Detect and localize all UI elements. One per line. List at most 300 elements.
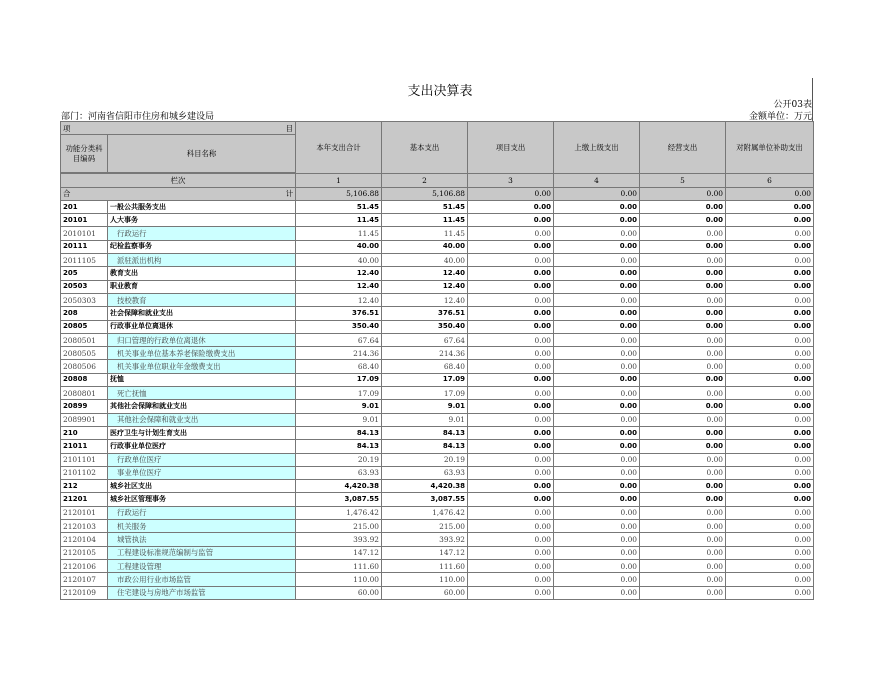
row-code: 20805 <box>61 320 108 333</box>
row-value: 0.00 <box>640 293 726 306</box>
row-name: 行政运行 <box>108 227 296 240</box>
row-value: 0.00 <box>726 347 814 360</box>
row-code: 2080501 <box>61 333 108 346</box>
row-code: 210 <box>61 426 108 439</box>
row-value: 0.00 <box>640 333 726 346</box>
row-value: 17.09 <box>296 387 382 400</box>
row-value: 40.00 <box>296 240 382 253</box>
row-value: 0.00 <box>468 573 554 586</box>
row-value: 0.00 <box>468 360 554 373</box>
row-value: 12.40 <box>296 267 382 280</box>
col-number: 5 <box>640 174 726 187</box>
expenditure-table <box>60 121 814 600</box>
row-value: 111.60 <box>382 559 468 572</box>
row-code: 20111 <box>61 240 108 253</box>
col-number: 6 <box>726 174 814 187</box>
row-value: 0.00 <box>726 387 814 400</box>
row-name: 其他社会保障和就业支出 <box>108 400 296 413</box>
row-code: 20808 <box>61 373 108 386</box>
row-code: 2120103 <box>61 520 108 533</box>
row-name: 住宅建设与房地产市场监管 <box>108 586 296 599</box>
row-value: 9.01 <box>296 413 382 426</box>
row-value: 17.09 <box>296 373 382 386</box>
col-header: 上缴上级支出 <box>554 122 640 174</box>
col-header: 对附属单位补助支出 <box>726 122 814 174</box>
row-value: 0.00 <box>554 387 640 400</box>
row-name: 工程建设标准规范编制与监管 <box>108 546 296 559</box>
table-row <box>61 214 814 227</box>
row-value: 0.00 <box>468 387 554 400</box>
row-value: 20.19 <box>296 453 382 466</box>
row-value: 60.00 <box>382 586 468 599</box>
row-code: 20101 <box>61 214 108 227</box>
row-code: 2120107 <box>61 573 108 586</box>
row-code: 2011105 <box>61 254 108 267</box>
row-value: 0.00 <box>554 320 640 333</box>
row-value: 0.00 <box>726 426 814 439</box>
row-value: 0.00 <box>468 466 554 479</box>
total-label <box>61 187 296 200</box>
row-name: 事业单位医疗 <box>108 466 296 479</box>
row-value: 0.00 <box>640 413 726 426</box>
row-value: 3,087.55 <box>296 493 382 506</box>
row-value: 51.45 <box>382 200 468 213</box>
row-value: 0.00 <box>468 254 554 267</box>
table-row <box>61 293 814 306</box>
table-row <box>61 453 814 466</box>
row-value: 0.00 <box>554 586 640 599</box>
row-name: 城管执法 <box>108 533 296 546</box>
row-value: 0.00 <box>640 520 726 533</box>
row-value: 0.00 <box>726 214 814 227</box>
row-name: 技校教育 <box>108 293 296 306</box>
row-name: 行政单位医疗 <box>108 453 296 466</box>
row-value: 0.00 <box>468 413 554 426</box>
row-value: 0.00 <box>726 520 814 533</box>
row-value: 20.19 <box>382 453 468 466</box>
row-value: 9.01 <box>296 400 382 413</box>
row-code: 208 <box>61 307 108 320</box>
row-value: 11.45 <box>296 227 382 240</box>
row-value: 12.40 <box>382 293 468 306</box>
row-value: 0.00 <box>640 307 726 320</box>
header-row-lanci <box>61 174 814 187</box>
row-value: 350.40 <box>296 320 382 333</box>
table-row <box>61 307 814 320</box>
row-value: 111.60 <box>296 559 382 572</box>
row-value: 0.00 <box>726 573 814 586</box>
row-name: 归口管理的行政单位离退休 <box>108 333 296 346</box>
row-code: 2050303 <box>61 293 108 306</box>
row-value: 0.00 <box>726 240 814 253</box>
row-value: 11.45 <box>296 214 382 227</box>
lanci-label: 栏次 <box>61 174 296 187</box>
row-code: 205 <box>61 267 108 280</box>
row-value: 84.13 <box>296 426 382 439</box>
table-row <box>61 200 814 213</box>
row-name: 派驻派出机构 <box>108 254 296 267</box>
row-value: 0.00 <box>468 333 554 346</box>
row-code: 2080506 <box>61 360 108 373</box>
row-name: 市政公用行业市场监管 <box>108 573 296 586</box>
row-value: 0.00 <box>726 480 814 493</box>
col-number: 4 <box>554 174 640 187</box>
row-name: 机关事业单位职业年金缴费支出 <box>108 360 296 373</box>
row-value: 0.00 <box>468 506 554 519</box>
row-value: 0.00 <box>726 320 814 333</box>
table-row <box>61 440 814 453</box>
row-value: 0.00 <box>640 267 726 280</box>
row-value: 0.00 <box>468 280 554 293</box>
table-row <box>61 227 814 240</box>
row-value: 3,087.55 <box>382 493 468 506</box>
row-value: 0.00 <box>468 214 554 227</box>
row-value: 0.00 <box>726 307 814 320</box>
row-value: 0.00 <box>726 440 814 453</box>
row-value: 0.00 <box>726 254 814 267</box>
row-name: 抚恤 <box>108 373 296 386</box>
row-value: 0.00 <box>468 493 554 506</box>
row-value: 0.00 <box>726 453 814 466</box>
row-value: 0.00 <box>640 347 726 360</box>
row-code: 2120104 <box>61 533 108 546</box>
row-value: 0.00 <box>468 200 554 213</box>
row-value: 0.00 <box>726 546 814 559</box>
row-name: 其他社会保障和就业支出 <box>108 413 296 426</box>
col-header: 经营支出 <box>640 122 726 174</box>
row-value: 0.00 <box>554 440 640 453</box>
row-code: 2080505 <box>61 347 108 360</box>
table-row <box>61 254 814 267</box>
row-code: 2010101 <box>61 227 108 240</box>
row-value: 147.12 <box>296 546 382 559</box>
table-row <box>61 400 814 413</box>
row-value: 40.00 <box>382 254 468 267</box>
table-row <box>61 466 814 479</box>
table-row <box>61 559 814 572</box>
row-value: 68.40 <box>382 360 468 373</box>
col-number: 3 <box>468 174 554 187</box>
row-value: 0.00 <box>554 400 640 413</box>
row-value: 0.00 <box>640 546 726 559</box>
row-value: 0.00 <box>640 254 726 267</box>
row-name: 医疗卫生与计划生育支出 <box>108 426 296 439</box>
col-number: 2 <box>382 174 468 187</box>
row-value: 0.00 <box>640 360 726 373</box>
row-name: 行政事业单位离退休 <box>108 320 296 333</box>
table-row <box>61 413 814 426</box>
row-name: 死亡抚恤 <box>108 387 296 400</box>
row-value: 0.00 <box>640 453 726 466</box>
row-value: 0.00 <box>640 586 726 599</box>
row-value: 40.00 <box>382 240 468 253</box>
row-value: 0.00 <box>468 293 554 306</box>
row-value: 0.00 <box>726 333 814 346</box>
row-value: 0.00 <box>726 360 814 373</box>
table-row <box>61 533 814 546</box>
row-code: 212 <box>61 480 108 493</box>
row-value: 12.40 <box>382 280 468 293</box>
table-row <box>61 360 814 373</box>
row-value: 0.00 <box>726 280 814 293</box>
table-row <box>61 267 814 280</box>
table-row <box>61 586 814 599</box>
row-value: 11.45 <box>382 214 468 227</box>
row-value: 0.00 <box>726 506 814 519</box>
row-value: 0.00 <box>554 573 640 586</box>
row-value: 0.00 <box>726 400 814 413</box>
row-value: 4,420.38 <box>296 480 382 493</box>
row-value: 110.00 <box>382 573 468 586</box>
row-name: 一般公共服务支出 <box>108 200 296 213</box>
page-title: 支出决算表 <box>407 84 473 99</box>
row-value: 0.00 <box>554 453 640 466</box>
row-value: 0.00 <box>468 559 554 572</box>
row-value: 0.00 <box>726 373 814 386</box>
row-name: 城乡社区管理事务 <box>108 493 296 506</box>
table-row <box>61 347 814 360</box>
row-value: 0.00 <box>468 453 554 466</box>
col-number: 1 <box>296 174 382 187</box>
row-code: 2120106 <box>61 559 108 572</box>
row-value: 0.00 <box>640 426 726 439</box>
row-value: 0.00 <box>554 280 640 293</box>
mu-label: 目 <box>285 123 293 133</box>
col-header: 基本支出 <box>382 122 468 174</box>
table-row <box>61 546 814 559</box>
row-value: 147.12 <box>382 546 468 559</box>
row-value: 0.00 <box>554 347 640 360</box>
row-value: 0.00 <box>468 240 554 253</box>
row-value: 0.00 <box>726 200 814 213</box>
row-value: 0.00 <box>554 267 640 280</box>
row-value: 0.00 <box>554 214 640 227</box>
row-name: 机关事业单位基本养老保险缴费支出 <box>108 347 296 360</box>
total-value: 5,106.88 <box>296 187 382 200</box>
row-value: 215.00 <box>382 520 468 533</box>
col-header: 项目支出 <box>468 122 554 174</box>
row-value: 12.40 <box>382 267 468 280</box>
row-value: 0.00 <box>554 466 640 479</box>
row-value: 393.92 <box>382 533 468 546</box>
row-value: 0.00 <box>554 546 640 559</box>
row-value: 63.93 <box>382 466 468 479</box>
row-value: 84.13 <box>382 440 468 453</box>
row-value: 110.00 <box>296 573 382 586</box>
row-value: 0.00 <box>554 240 640 253</box>
row-code: 2120109 <box>61 586 108 599</box>
table-row <box>61 520 814 533</box>
total-value: 5,106.88 <box>382 187 468 200</box>
row-value: 0.00 <box>640 400 726 413</box>
row-name: 社会保障和就业支出 <box>108 307 296 320</box>
row-value: 1,476.42 <box>296 506 382 519</box>
row-value: 84.13 <box>296 440 382 453</box>
row-value: 0.00 <box>468 307 554 320</box>
row-value: 1,476.42 <box>382 506 468 519</box>
row-value: 4,420.38 <box>382 480 468 493</box>
row-value: 0.00 <box>726 559 814 572</box>
row-value: 9.01 <box>382 400 468 413</box>
row-value: 9.01 <box>382 413 468 426</box>
row-value: 0.00 <box>640 573 726 586</box>
row-value: 60.00 <box>296 586 382 599</box>
row-value: 0.00 <box>640 493 726 506</box>
row-value: 0.00 <box>726 493 814 506</box>
row-code: 21201 <box>61 493 108 506</box>
row-value: 0.00 <box>726 413 814 426</box>
row-value: 0.00 <box>554 480 640 493</box>
row-value: 17.09 <box>382 387 468 400</box>
table-row <box>61 320 814 333</box>
row-value: 0.00 <box>726 533 814 546</box>
row-name: 工程建设管理 <box>108 559 296 572</box>
total-he: 合 <box>63 189 71 199</box>
row-value: 0.00 <box>468 426 554 439</box>
total-ji: 计 <box>285 189 293 199</box>
row-value: 0.00 <box>554 559 640 572</box>
row-value: 0.00 <box>554 493 640 506</box>
row-name: 行政运行 <box>108 506 296 519</box>
row-value: 0.00 <box>554 360 640 373</box>
row-value: 0.00 <box>554 307 640 320</box>
row-value: 350.40 <box>382 320 468 333</box>
row-value: 0.00 <box>468 520 554 533</box>
row-value: 0.00 <box>468 480 554 493</box>
table-row <box>61 426 814 439</box>
row-value: 0.00 <box>640 373 726 386</box>
row-value: 63.93 <box>296 466 382 479</box>
row-name: 城乡社区支出 <box>108 480 296 493</box>
row-code: 20899 <box>61 400 108 413</box>
row-value: 0.00 <box>726 466 814 479</box>
row-value: 0.00 <box>468 267 554 280</box>
table-row <box>61 240 814 253</box>
row-value: 40.00 <box>296 254 382 267</box>
row-code: 2089901 <box>61 413 108 426</box>
row-name: 职业教育 <box>108 280 296 293</box>
row-value: 17.09 <box>382 373 468 386</box>
row-value: 51.45 <box>296 200 382 213</box>
xiangmu-cell <box>61 122 296 135</box>
row-value: 0.00 <box>468 347 554 360</box>
row-value: 0.00 <box>554 254 640 267</box>
row-value: 0.00 <box>640 214 726 227</box>
row-value: 84.13 <box>382 426 468 439</box>
header-row-xiangmu <box>61 122 814 135</box>
row-code: 2101101 <box>61 453 108 466</box>
row-value: 67.64 <box>382 333 468 346</box>
total-value: 0.00 <box>468 187 554 200</box>
row-value: 0.00 <box>726 586 814 599</box>
table-row <box>61 493 814 506</box>
row-name: 教育支出 <box>108 267 296 280</box>
row-value: 0.00 <box>640 240 726 253</box>
row-name: 行政事业单位医疗 <box>108 440 296 453</box>
row-code: 20503 <box>61 280 108 293</box>
row-value: 0.00 <box>554 227 640 240</box>
total-value: 0.00 <box>554 187 640 200</box>
subject-name-header: 科目名称 <box>108 135 296 173</box>
row-value: 0.00 <box>554 333 640 346</box>
row-code: 21011 <box>61 440 108 453</box>
row-value: 0.00 <box>468 586 554 599</box>
row-value: 0.00 <box>554 373 640 386</box>
row-name: 人大事务 <box>108 214 296 227</box>
row-value: 214.36 <box>382 347 468 360</box>
row-value: 0.00 <box>554 520 640 533</box>
table-row <box>61 333 814 346</box>
row-code: 2120101 <box>61 506 108 519</box>
func-code-header: 功能分类科目编码 <box>61 135 108 173</box>
row-value: 0.00 <box>554 533 640 546</box>
row-value: 0.00 <box>640 559 726 572</box>
row-code: 2080801 <box>61 387 108 400</box>
table-row <box>61 480 814 493</box>
total-row <box>61 187 814 200</box>
row-value: 0.00 <box>726 267 814 280</box>
row-value: 376.51 <box>296 307 382 320</box>
row-value: 0.00 <box>640 440 726 453</box>
row-value: 0.00 <box>468 320 554 333</box>
row-value: 0.00 <box>468 533 554 546</box>
row-code: 201 <box>61 200 108 213</box>
col-header: 本年支出合计 <box>296 122 382 174</box>
row-value: 0.00 <box>640 320 726 333</box>
row-value: 0.00 <box>468 400 554 413</box>
row-value: 0.00 <box>468 546 554 559</box>
row-value: 68.40 <box>296 360 382 373</box>
row-value: 0.00 <box>640 227 726 240</box>
total-value: 0.00 <box>640 187 726 200</box>
row-name: 纪检监察事务 <box>108 240 296 253</box>
row-value: 0.00 <box>640 533 726 546</box>
row-value: 67.64 <box>296 333 382 346</box>
row-value: 0.00 <box>554 200 640 213</box>
row-value: 12.40 <box>296 293 382 306</box>
row-value: 0.00 <box>640 387 726 400</box>
row-value: 214.36 <box>296 347 382 360</box>
row-value: 0.00 <box>640 200 726 213</box>
row-value: 0.00 <box>554 413 640 426</box>
table-row <box>61 373 814 386</box>
row-value: 393.92 <box>296 533 382 546</box>
row-value: 0.00 <box>640 480 726 493</box>
unit-label: 金额单位：万元 <box>748 112 812 122</box>
row-value: 11.45 <box>382 227 468 240</box>
xiang-label: 项 <box>63 123 71 133</box>
row-value: 0.00 <box>468 227 554 240</box>
row-value: 376.51 <box>382 307 468 320</box>
total-value: 0.00 <box>726 187 814 200</box>
row-value: 0.00 <box>640 280 726 293</box>
table-row <box>61 280 814 293</box>
row-value: 0.00 <box>468 440 554 453</box>
row-value: 0.00 <box>554 506 640 519</box>
row-value: 0.00 <box>468 373 554 386</box>
form-code: 公开03表 <box>773 100 812 110</box>
row-value: 0.00 <box>726 227 814 240</box>
row-value: 12.40 <box>296 280 382 293</box>
table-row <box>61 506 814 519</box>
row-value: 0.00 <box>554 293 640 306</box>
department-label: 部门：河南省信阳市住房和城乡建设局 <box>61 112 215 122</box>
row-value: 0.00 <box>554 426 640 439</box>
table-row <box>61 573 814 586</box>
row-code: 2120105 <box>61 546 108 559</box>
row-value: 0.00 <box>726 293 814 306</box>
row-value: 0.00 <box>640 506 726 519</box>
